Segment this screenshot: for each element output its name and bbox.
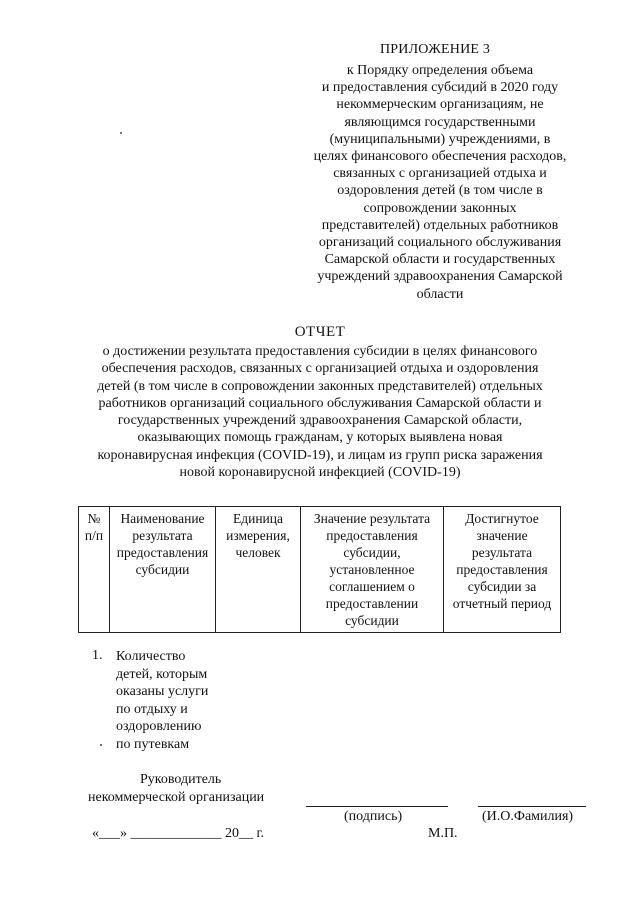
- header-text: Единица: [232, 511, 283, 526]
- appendix-line: организаций социального обслуживания: [318, 235, 562, 251]
- scan-speck: [100, 744, 102, 746]
- header-unit: [216, 507, 301, 633]
- appendix-description: [290, 62, 590, 303]
- header-text: результата: [132, 528, 193, 543]
- appendix-line: представителей) отдельных работников: [321, 217, 559, 233]
- header-text: предоставлении: [325, 596, 419, 611]
- header-text: п/п: [84, 528, 104, 543]
- appendix-line: области: [416, 286, 464, 302]
- results-table: [78, 506, 561, 633]
- header-text: значение: [476, 528, 528, 543]
- report-subtitle: [60, 343, 580, 481]
- appendix-line: целях финансового обеспечения расходов,: [313, 149, 567, 165]
- appendix-line: учреждений здравоохранения Самарской: [317, 269, 563, 285]
- scan-speck: [120, 132, 122, 134]
- report-title: ОТЧЕТ: [294, 324, 346, 340]
- header-text: предоставления: [326, 528, 418, 543]
- header-text: субсидии за: [467, 579, 537, 594]
- header-text: Достигнутое: [465, 511, 539, 526]
- header-text: предоставления: [116, 545, 209, 560]
- org-label: некоммерческой организации: [88, 790, 265, 805]
- header-text: человек: [235, 545, 281, 560]
- report-subtitle-line: обеспечения расходов, связанных с организацией отдыха и оздоровления: [101, 361, 539, 377]
- table-header-row: [79, 507, 561, 633]
- row-name-line: оказаны услуги: [116, 684, 209, 699]
- header-text: субсидии: [345, 613, 399, 628]
- name-line: [478, 806, 586, 807]
- appendix-title: ПРИЛОЖЕНИЕ 3: [380, 42, 491, 57]
- appendix-line: и предоставления субсидий в 2020 году: [321, 80, 559, 96]
- report-subtitle-line: государственных учреждений здравоохранения Самарской области,: [117, 413, 523, 429]
- header-text: Значение результата: [313, 511, 431, 526]
- appendix-line: некоммерческим организациям, не: [336, 97, 544, 113]
- header-text: субсидии,: [343, 545, 401, 560]
- row-name-line: Количество: [116, 649, 186, 664]
- appendix-line: к Порядку определения объема: [346, 63, 534, 78]
- table-row-result-name: [116, 648, 208, 753]
- appendix-line: оздоровления детей (в том числе в: [337, 183, 543, 199]
- header-text: субсидии: [135, 562, 190, 577]
- row-name-line: оздоровлению: [116, 719, 202, 734]
- stamp-label: М.П.: [428, 826, 458, 841]
- row-name-line: детей, которым: [116, 666, 208, 682]
- head-label: Руководитель: [140, 772, 222, 787]
- report-subtitle-line: о достижении результата предоставления субсидии в целях финансового: [102, 344, 538, 359]
- report-subtitle-line: оказывающих помощь гражданам, у которых выявлена новая: [137, 430, 503, 446]
- header-target-value: [301, 507, 444, 633]
- header-text: №: [87, 511, 101, 526]
- appendix-line: сопровождении законных: [363, 200, 517, 216]
- header-achieved-value: [444, 507, 561, 633]
- name-caption: (И.О.Фамилия): [482, 809, 574, 824]
- report-subtitle-line: коронавирусная инфекция (COVID-19), и лицам из групп риска заражения: [97, 447, 543, 463]
- date-field: «___» _____________ 20__ г.: [92, 826, 265, 841]
- header-text: Наименование: [120, 511, 205, 526]
- report-subtitle-line: новой коронавирусной инфекцией (COVID-19): [179, 465, 461, 481]
- header-text: соглашением о: [329, 579, 415, 594]
- row-name-line: по отдыху и: [116, 701, 188, 717]
- header-text: предоставления: [456, 562, 548, 577]
- header-number: [79, 507, 110, 633]
- report-subtitle-line: детей (в том числе в сопровождении законных представителей) отдельных: [97, 378, 543, 394]
- header-result-name: [110, 507, 216, 633]
- row-name-line: по путевкам: [116, 736, 190, 752]
- signature-caption: (подпись): [344, 809, 403, 824]
- header-text: установленное: [329, 562, 415, 577]
- appendix-line: связанных с организацией отдыха и: [333, 166, 547, 182]
- header-text: отчетный период: [452, 596, 552, 611]
- header-text: измерения,: [226, 528, 290, 543]
- table-row-number: 1.: [92, 648, 103, 663]
- appendix-line: (муниципальными) учреждениями, в: [329, 131, 551, 147]
- signature-line: [306, 806, 448, 807]
- appendix-line: являющимся государственными: [344, 114, 536, 130]
- report-subtitle-line: работников организаций социального обслуживания Самарской области и: [98, 395, 542, 411]
- header-text: результата: [471, 545, 533, 560]
- appendix-line: Самарской области и государственных: [324, 252, 556, 268]
